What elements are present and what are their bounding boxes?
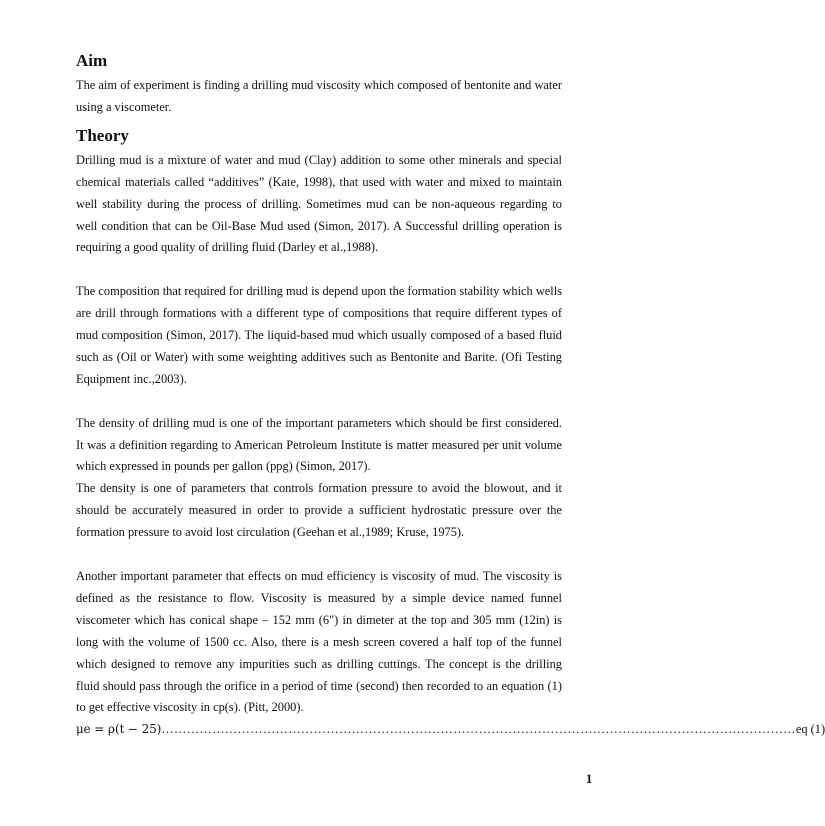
aim-paragraph: The aim of experiment is finding a drilling mud viscosity which composed of bentonite and water using a viscometer.: [76, 78, 562, 114]
equation-label: eq (1): [795, 722, 825, 737]
theory-paragraph-2: The composition that required for drilling mud is depend upon the formation stability which wells are drill through formations with a different type of compositions that require different types of mud composition (Simon, 2017). The liquid-based mud which usually composed of a based fluid such as (Oil or Water) with some weighting additives such as Bentonite and Barite. (Ofi Testing Equipment inc.,2003).: [76, 284, 562, 386]
aim-heading: Aim: [76, 51, 108, 70]
theory-heading: Theory: [76, 125, 129, 145]
equation-line: [76, 719, 825, 741]
equation-formula: μe = ρ(t − 25): [76, 722, 162, 737]
theory-paragraph-3: The density of drilling mud is one of the important parameters which should be first considered. It was a definition regarding to American Petroleum Institute is matter measured per unit volume which expressed in pounds per gallon (ppg) (Simon, 2017).: [76, 415, 562, 474]
theory-paragraph-4: The density is one of parameters that controls formation pressure to avoid the blowout, and it should be accurately measured in order to provide a sufficient hydrostatic pressure over the formation pressure to avoid lost circulation (Geehan et al.,1989; Kruse, 1975).: [76, 481, 562, 540]
theory-paragraph-1: Drilling mud is a mixture of water and mud (Clay) addition to some other minerals and special chemical materials called “additives” (Kate, 1998), that used with water and mixed to maintain well stability during the process of drilling. Sometimes mud can be non-aqueous regarding to well condition that can be Oil-Base Mud used (Simon, 2017). A Successful drilling operation is requiring a good quality of drilling fluid (Darley et al.,1988).: [76, 152, 562, 255]
page-number: 1: [586, 772, 593, 786]
page-content: [76, 50, 825, 741]
theory-paragraph-5: Another important parameter that effects on mud efficiency is viscosity of mud. The viscosity is defined as the resistance to flow. Viscosity is measured by a simple device named funnel viscometer which has conical shape – 152 mm (6") in dimeter at the top and 305 mm (12in) is long with the volume of 1500 cc. Also, there is a mesh screen covered a half top of the funnel which designed to remove any impurities such as drilling cuttings. The concept is the drilling fluid should pass through the orifice in a period of time (second) then recorded to an equation (1) to get effective viscosity in cp(s). (Pitt, 2000).: [76, 568, 562, 715]
equation-leader-dots: ……………………………………………………………………………………………………………………………………: [161, 722, 796, 737]
